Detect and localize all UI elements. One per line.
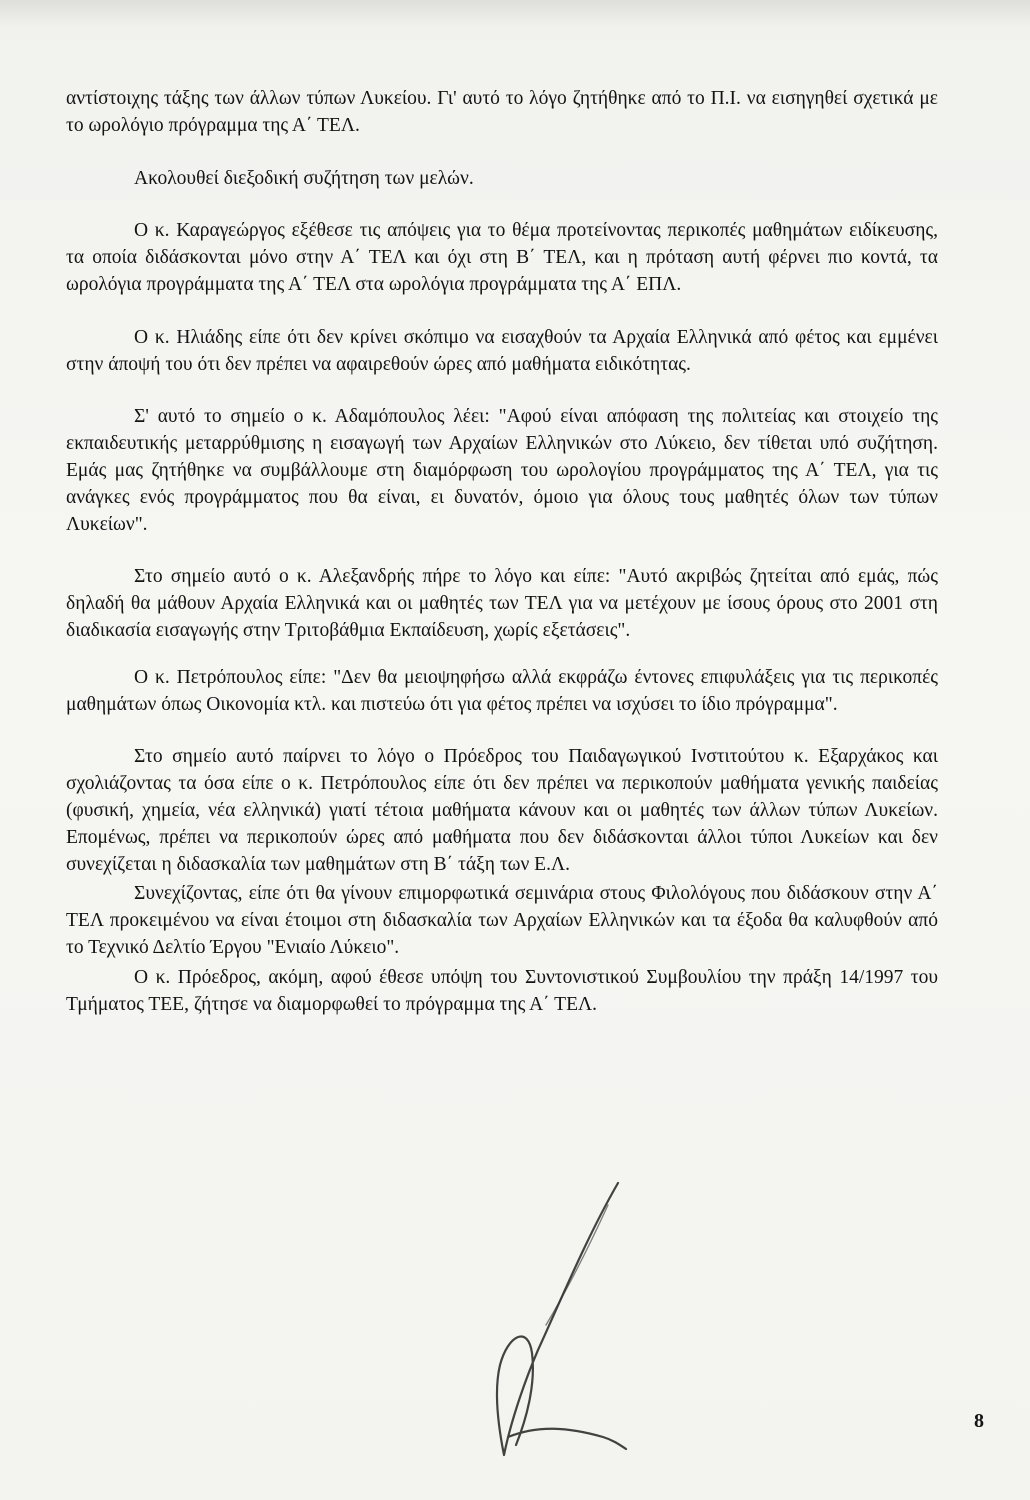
paragraph-5: Σ' αυτό το σημείο ο κ. Αδαμόπουλος λέει: "Αφού είναι απόφαση της πολιτείας και στοιχείο της εκπαιδευτικής μεταρρύθμισης η εισαγωγή των Αρχαίων Ελληνικών στο Λύκειο, δεν τίθεται υπό συζήτηση. Εμάς μας ζητήθηκε να συμβάλλουμε στη διαμόρφωση του ωρολογίου προγράμματος της Α΄ ΤΕΛ, για τις ανάγκες ενός προγράμματος που θα είναι, ει δυνατόν, όμοιο για όλους τους μαθητές όλων των τύπων Λυκείων".: [66, 406, 938, 535]
paragraph-2: Ακολουθεί διεξοδική συζήτηση των μελών.: [134, 167, 474, 189]
page-number: 8: [974, 1410, 984, 1432]
handwritten-signature: [468, 1175, 628, 1475]
scan-edge-shadow: [0, 0, 1030, 28]
signature-stroke-main: [497, 1183, 626, 1455]
document-body: [66, 86, 938, 1018]
paragraph-7: Ο κ. Πετρόπουλος είπε: "Δεν θα μειοψηφήσω αλλά εκφράζω έντονες επιφυλάξεις για τις περικοπές μαθημάτων όπως Οικονομία κτλ. και πιστεύω ότι για φέτος πρέπει να ισχύσει το ίδιο πρόγραμμα".: [66, 666, 938, 715]
paragraph-4: Ο κ. Ηλιάδης είπε ότι δεν κρίνει σκόπιμο να εισαχθούν τα Αρχαία Ελληνικά από φέτος και εμμένει στην άποψή του ότι δεν πρέπει να αφαιρεθούν ώρες από μαθήματα ειδικότητας.: [66, 326, 938, 375]
paragraph-10: Ο κ. Πρόεδρος, ακόμη, αφού έθεσε υπόψη του Συντονιστικού Συμβουλίου την πράξη 14/1997 του Τμήματος ΤΕΕ, ζήτησε να διαμορφωθεί το πρόγραμμα της Α΄ ΤΕΛ.: [66, 966, 938, 1015]
paragraph-8: Στο σημείο αυτό παίρνει το λόγο ο Πρόεδρος του Παιδαγωγικού Ινστιτούτου κ. Εξαρχάκος και σχολιάζοντας τα όσα είπε ο κ. Πετρόπουλος είπε ότι δεν πρέπει να περικοπούν μαθήματα γενικής παιδείας (φυσική, χημεία, νέα ελληνικά) γιατί τέτοια μαθήματα κάνουν και οι μαθητές των άλλων τύπων Λυκείων. Επομένως, πρέπει να περικοπούν ώρες από μαθήματα που δεν διδάσκονται άλλοι τύποι Λυκείων και δεν συνεχίζεται η διδασκαλία των μαθημάτων στη Β΄ τάξη των Ε.Λ.: [66, 746, 938, 875]
paragraph-6: Στο σημείο αυτό ο κ. Αλεξανδρής πήρε το λόγο και είπε: "Αυτό ακριβώς ζητείται από εμάς, πώς δηλαδή θα μάθουν Αρχαία Ελληνικά και οι μαθητές των ΤΕΛ για να μετέχουν με ίσους όρους στο 2001 στη διαδικασία εισαγωγής στην Τριτοβάθμια Εκπαίδευση, χωρίς εξετάσεις".: [66, 566, 938, 641]
paragraph-9: Συνεχίζοντας, είπε ότι θα γίνουν επιμορφωτικά σεμινάρια στους Φιλολόγους που διδάσκουν στην Α΄ ΤΕΛ προκειμένου να είναι έτοιμοι στη διδασκαλία των Αρχαίων Ελληνικών και τα έξοδα θα καλυφθούν από το Τεχνικό Δελτίο Έργου "Ενιαίο Λύκειο".: [66, 883, 938, 958]
paragraph-3: Ο κ. Καραγεώργος εξέθεσε τις απόψεις για το θέμα προτείνοντας περικοπές μαθημάτων ειδίκευσης, τα οποία διδάσκονται μόνο στην Α΄ ΤΕΛ και όχι στη Β΄ ΤΕΛ, και η πρόταση αυτή φέρνει πιο κοντά, τα ωρολόγια προγράμματα της Α΄ ΤΕΛ στα ωρολόγια προγράμματα της Α΄ ΕΠΛ.: [66, 220, 938, 295]
paragraph-1: αντίστοιχης τάξης των άλλων τύπων Λυκείου. Γι' αυτό το λόγο ζητήθηκε από το Π.Ι. να εισηγηθεί σχετικά με το ωρολόγιο πρόγραμμα της Α΄ ΤΕΛ.: [66, 88, 938, 136]
